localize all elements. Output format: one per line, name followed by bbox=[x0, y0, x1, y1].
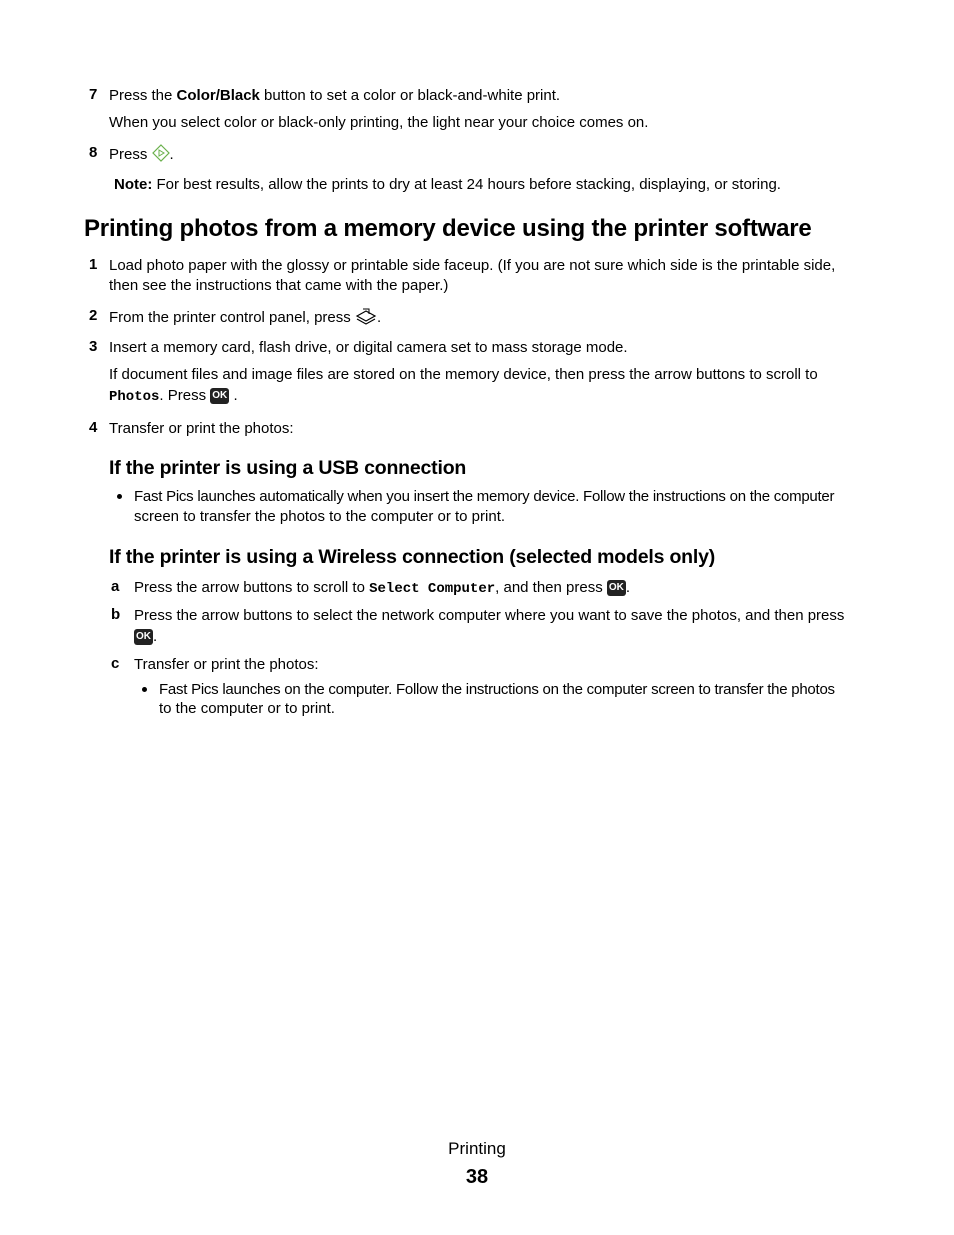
note bbox=[114, 175, 781, 195]
step-number: 7 bbox=[89, 86, 98, 103]
step-letter: a bbox=[111, 578, 120, 595]
step-3-sub-end: . bbox=[229, 387, 238, 404]
note-text: For best results, allow the prints to dry at least 24 hours before stacking, displaying, or storing. bbox=[152, 176, 781, 193]
usb-bullet-line1: Fast Pics launches automatically when you insert the memory device. Follow the instructions on the computer bbox=[134, 488, 835, 505]
usb-bullet-line2: screen to transfer the photos to the computer or to print. bbox=[134, 508, 506, 525]
wireless-step-b-line1: Press the arrow buttons to select the network computer where you want to save the photos, and then press bbox=[134, 607, 845, 624]
wireless-heading: If the printer is using a Wireless connection (selected models only) bbox=[109, 546, 716, 568]
select-computer-option-label: Select Computer bbox=[369, 581, 496, 597]
step-letter: b bbox=[111, 606, 121, 623]
step-1-line2: then see the instructions that came with the paper.) bbox=[109, 277, 449, 294]
start-diamond-icon bbox=[152, 144, 170, 168]
step-number: 2 bbox=[89, 307, 98, 324]
step-8-text-post: . bbox=[169, 146, 174, 163]
wireless-c-bullet-line1: Fast Pics launches on the computer. Follow the instructions on the computer screen to transfer the photos bbox=[159, 681, 835, 698]
page-number: 38 bbox=[465, 1166, 489, 1188]
step-7-text bbox=[109, 86, 560, 106]
color-black-button-label: Color/Black bbox=[176, 87, 260, 104]
step-8-text bbox=[109, 144, 174, 168]
step-4-text: Transfer or print the photos: bbox=[109, 420, 294, 437]
step-number: 8 bbox=[89, 144, 98, 161]
step-a-text-pre: Press the arrow buttons to scroll to bbox=[134, 579, 370, 596]
step-2-text-post: . bbox=[376, 309, 382, 326]
step-number: 1 bbox=[89, 256, 98, 273]
ok-button-icon: OK bbox=[607, 580, 626, 596]
bullet bbox=[142, 687, 147, 692]
step-b-end: . bbox=[153, 628, 158, 645]
step-2-text-pre: From the printer control panel, press bbox=[109, 309, 355, 326]
step-number: 4 bbox=[89, 419, 98, 436]
step-3-sub-mid: . Press bbox=[159, 387, 211, 404]
photos-option-label: Photos bbox=[109, 389, 160, 405]
step-letter: c bbox=[111, 655, 120, 672]
ok-button-icon: OK bbox=[134, 629, 153, 645]
ok-button-icon: OK bbox=[210, 388, 229, 404]
usb-heading: If the printer is using a USB connection bbox=[109, 457, 467, 479]
photo-card-icon bbox=[355, 307, 377, 331]
wireless-c-bullet-line2: to the computer or to print. bbox=[159, 700, 335, 717]
step-3-sub-line2 bbox=[109, 386, 238, 407]
step-3-text: Insert a memory card, flash drive, or digital camera set to mass storage mode. bbox=[109, 339, 628, 356]
step-8-text-pre: Press bbox=[109, 146, 152, 163]
step-number: 3 bbox=[89, 338, 98, 355]
step-7-text-pre: Press the bbox=[109, 87, 177, 104]
section-title: Printing photos from a memory device using the printer software bbox=[84, 215, 812, 242]
step-7-text-post: button to set a color or black-and-white print. bbox=[259, 87, 561, 104]
step-a-text-mid: , and then press bbox=[495, 579, 607, 596]
footer-section: Printing bbox=[448, 1139, 506, 1158]
step-3-sub-line1: If document files and image files are stored on the memory device, then press the arrow buttons to scroll to bbox=[109, 366, 818, 383]
step-7-sub: When you select color or black-only printing, the light near your choice comes on. bbox=[109, 114, 649, 131]
note-label: Note: bbox=[114, 176, 153, 193]
step-1-line1: Load photo paper with the glossy or printable side faceup. (If you are not sure which side is the printable side, bbox=[109, 257, 836, 274]
wireless-step-c: Transfer or print the photos: bbox=[134, 656, 319, 673]
step-a-text-end: . bbox=[625, 579, 631, 596]
wireless-step-b-line2 bbox=[134, 627, 157, 647]
wireless-step-a bbox=[134, 578, 630, 599]
bullet bbox=[117, 494, 122, 499]
step-2-text bbox=[109, 307, 381, 331]
